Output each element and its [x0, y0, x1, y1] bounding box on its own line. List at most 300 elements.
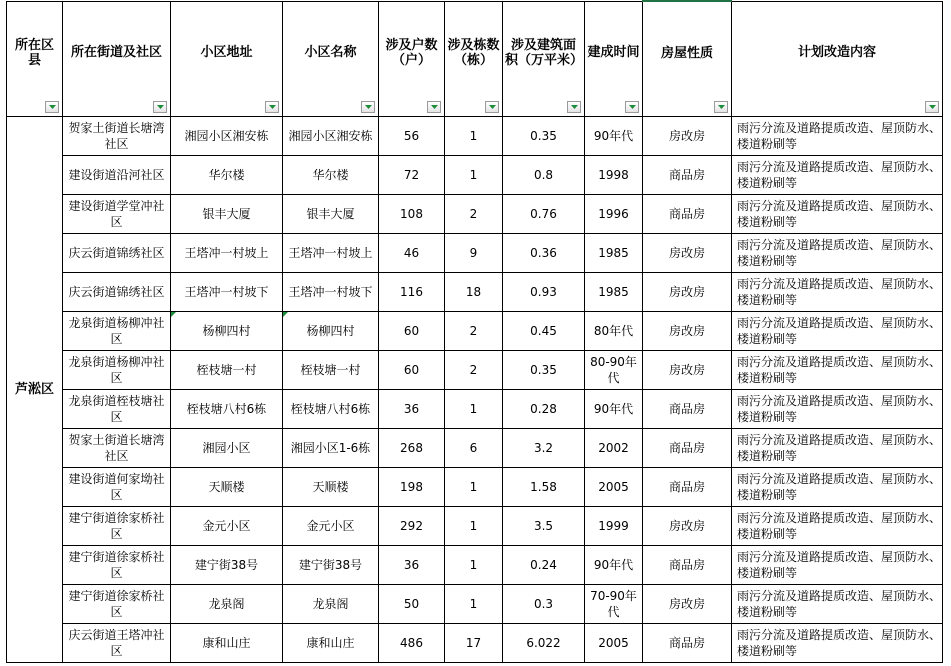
- cell-buildings[interactable]: [445, 390, 503, 429]
- table-row: [7, 507, 943, 546]
- cell-buildings[interactable]: [445, 273, 503, 312]
- cell-text: 龙泉街道杨柳冲社区: [68, 316, 165, 346]
- cell-text: 108: [400, 207, 423, 221]
- cell-text: 2005: [598, 480, 629, 494]
- filter-dropdown-icon[interactable]: [265, 101, 279, 113]
- cell-text: 60: [403, 363, 420, 377]
- table-row: [7, 546, 943, 585]
- cell-buildings[interactable]: [445, 507, 503, 546]
- cell-text: 1996: [598, 207, 629, 221]
- cell-households[interactable]: [379, 429, 445, 468]
- cell-buildings[interactable]: [445, 312, 503, 351]
- cell-address[interactable]: [171, 195, 283, 234]
- cell-households[interactable]: [379, 624, 445, 663]
- cell-plan[interactable]: [732, 468, 943, 507]
- cell-plan[interactable]: [732, 234, 943, 273]
- cell-plan[interactable]: [732, 312, 943, 351]
- cell-text: 60: [403, 324, 420, 338]
- cell-text: 王塔冲一村坡上: [288, 246, 373, 260]
- table-row: [7, 273, 943, 312]
- column-header-label: 所在区县: [14, 37, 54, 68]
- column-header-households[interactable]: [379, 1, 445, 117]
- column-header-label: 小区名称: [304, 45, 357, 61]
- cell-text: 雨污分流及道路提质改造、屋顶防水、楼道粉刷等: [737, 589, 942, 619]
- cell-marker-icon: [283, 312, 288, 317]
- cell-name[interactable]: [283, 195, 379, 234]
- cell-name[interactable]: [283, 585, 379, 624]
- cell-buildings[interactable]: [445, 351, 503, 390]
- cell-text: 雨污分流及道路提质改造、屋顶防水、楼道粉刷等: [737, 199, 942, 229]
- cell-street[interactable]: [63, 585, 171, 624]
- cell-address[interactable]: [171, 351, 283, 390]
- cell-households[interactable]: [379, 195, 445, 234]
- cell-plan[interactable]: [732, 117, 943, 156]
- cell-type[interactable]: [643, 546, 732, 585]
- cell-street[interactable]: [63, 312, 171, 351]
- cell-year[interactable]: [585, 351, 643, 390]
- cell-year[interactable]: [585, 624, 643, 663]
- cell-year[interactable]: [585, 156, 643, 195]
- cell-name[interactable]: [283, 156, 379, 195]
- cell-area[interactable]: [503, 312, 585, 351]
- cell-text: 雨污分流及道路提质改造、屋顶防水、楼道粉刷等: [737, 511, 942, 541]
- cell-text: 雨污分流及道路提质改造、屋顶防水、楼道粉刷等: [737, 160, 942, 190]
- cell-type[interactable]: [643, 468, 732, 507]
- cell-text: 王塔冲一村坡上: [184, 246, 269, 260]
- cell-households[interactable]: [379, 156, 445, 195]
- cell-text: 杨柳四村: [306, 324, 355, 338]
- cell-text: 0.35: [530, 363, 557, 377]
- cell-text: 建设街道何家坳社区: [68, 472, 165, 502]
- cell-text: 雨污分流及道路提质改造、屋顶防水、楼道粉刷等: [737, 238, 942, 268]
- cell-text: 1: [469, 129, 478, 143]
- filter-dropdown-icon[interactable]: [485, 101, 499, 113]
- cell-text: 贺家土街道长塘湾社区: [68, 433, 165, 463]
- cell-text: 桎枝塘一村: [196, 363, 257, 377]
- cell-text: 金元小区: [306, 519, 355, 533]
- cell-text: 116: [400, 285, 423, 299]
- cell-type[interactable]: [643, 390, 732, 429]
- cell-households[interactable]: [379, 351, 445, 390]
- cell-address[interactable]: [171, 468, 283, 507]
- table-row: [7, 156, 943, 195]
- cell-text: 建设街道沿河社区: [68, 168, 165, 182]
- cell-households[interactable]: [379, 585, 445, 624]
- cell-type[interactable]: [643, 507, 732, 546]
- column-header-label: 涉及建筑面积（万平米）: [505, 37, 584, 68]
- filter-dropdown-icon[interactable]: [361, 101, 375, 113]
- cell-name[interactable]: [283, 234, 379, 273]
- column-header-label: 涉及栋数（栋）: [447, 37, 500, 68]
- cell-name[interactable]: [283, 273, 379, 312]
- column-header-address[interactable]: [171, 1, 283, 117]
- table-row: [7, 117, 943, 156]
- cell-text: 房改房: [668, 285, 705, 299]
- cell-type[interactable]: [643, 429, 732, 468]
- cell-buildings[interactable]: [445, 156, 503, 195]
- cell-text: 建宁街道徐家桥社区: [68, 550, 165, 580]
- cell-text: 50: [403, 597, 420, 611]
- cell-text: 雨污分流及道路提质改造、屋顶防水、楼道粉刷等: [737, 433, 942, 463]
- cell-text: 雨污分流及道路提质改造、屋顶防水、楼道粉刷等: [737, 316, 942, 346]
- cell-text: 0.45: [530, 324, 557, 338]
- column-header-label: 建成时间: [587, 45, 640, 61]
- cell-area[interactable]: [503, 234, 585, 273]
- cell-address[interactable]: [171, 156, 283, 195]
- cell-street[interactable]: [63, 624, 171, 663]
- cell-area[interactable]: [503, 273, 585, 312]
- cell-year[interactable]: [585, 312, 643, 351]
- cell-text: 72: [403, 168, 420, 182]
- cell-text: 1: [469, 168, 478, 182]
- cell-text: 桎枝塘八村6栋: [290, 402, 371, 416]
- table-row: [7, 624, 943, 663]
- cell-text: 1: [469, 597, 478, 611]
- cell-street[interactable]: [63, 390, 171, 429]
- cell-street[interactable]: [63, 273, 171, 312]
- cell-street[interactable]: [63, 351, 171, 390]
- cell-address[interactable]: [171, 546, 283, 585]
- cell-households[interactable]: [379, 468, 445, 507]
- cell-text: 庆云街道锦绣社区: [68, 246, 165, 260]
- cell-plan[interactable]: [732, 156, 943, 195]
- cell-text: 建宁街38号: [298, 558, 363, 572]
- cell-text: 雨污分流及道路提质改造、屋顶防水、楼道粉刷等: [737, 355, 942, 385]
- cell-buildings[interactable]: [445, 195, 503, 234]
- cell-text: 建宁街38号: [194, 558, 259, 572]
- cell-type[interactable]: [643, 117, 732, 156]
- cell-year[interactable]: [585, 546, 643, 585]
- cell-text: 银丰大厦: [202, 207, 251, 221]
- cell-text: 房改房: [668, 324, 705, 338]
- cell-text: 庆云街道王塔冲社区: [68, 628, 165, 658]
- cell-households[interactable]: [379, 390, 445, 429]
- table-row: [7, 234, 943, 273]
- cell-text: 2002: [598, 441, 629, 455]
- cell-text: 1985: [598, 246, 629, 260]
- column-header-street[interactable]: [63, 1, 171, 117]
- filter-dropdown-icon[interactable]: [45, 101, 59, 113]
- cell-text: 龙泉街道桎枝塘社区: [68, 394, 165, 424]
- table-row: [7, 351, 943, 390]
- table-header: [7, 1, 943, 117]
- cell-type[interactable]: [643, 585, 732, 624]
- cell-text: 0.3: [533, 597, 554, 611]
- cell-text: 0.24: [530, 558, 557, 572]
- cell-households[interactable]: [379, 117, 445, 156]
- cell-text: 1998: [598, 168, 629, 182]
- cell-address[interactable]: [171, 429, 283, 468]
- cell-buildings[interactable]: [445, 546, 503, 585]
- cell-text: 3.5: [533, 519, 554, 533]
- cell-text: 70-90年代: [590, 589, 637, 619]
- cell-text: 6: [469, 441, 478, 455]
- cell-plan[interactable]: [732, 624, 943, 663]
- cell-households[interactable]: [379, 234, 445, 273]
- table-body: [7, 117, 943, 663]
- cell-name[interactable]: [283, 390, 379, 429]
- cell-address[interactable]: [171, 585, 283, 624]
- cell-text: 商品房: [668, 168, 705, 182]
- cell-text: 36: [403, 402, 420, 416]
- cell-plan[interactable]: [732, 585, 943, 624]
- cell-text: 46: [403, 246, 420, 260]
- cell-address[interactable]: [171, 624, 283, 663]
- cell-text: 华尔楼: [208, 168, 245, 182]
- column-header-label: 涉及户数（户）: [385, 37, 438, 68]
- cell-text: 建宁街道徐家桥社区: [68, 511, 165, 541]
- column-header-plan[interactable]: [732, 1, 943, 117]
- cell-year[interactable]: [585, 195, 643, 234]
- cell-text: 湘园小区湘安栋: [288, 129, 373, 143]
- cell-text: 1.58: [530, 480, 557, 494]
- column-header-label: 计划改造内容: [797, 45, 876, 61]
- cell-type[interactable]: [643, 234, 732, 273]
- cell-text: 0.8: [533, 168, 554, 182]
- cell-area[interactable]: [503, 624, 585, 663]
- filter-dropdown-icon[interactable]: [714, 101, 728, 113]
- filter-dropdown-icon[interactable]: [153, 101, 167, 113]
- cell-text: 0.76: [530, 207, 557, 221]
- cell-type[interactable]: [643, 156, 732, 195]
- cell-plan[interactable]: [732, 195, 943, 234]
- cell-text: 2: [469, 207, 478, 221]
- cell-text: 雨污分流及道路提质改造、屋顶防水、楼道粉刷等: [737, 394, 942, 424]
- cell-text: 90年代: [593, 558, 634, 572]
- cell-text: 0.36: [530, 246, 557, 260]
- cell-year[interactable]: [585, 234, 643, 273]
- cell-area[interactable]: [503, 546, 585, 585]
- cell-buildings[interactable]: [445, 468, 503, 507]
- cell-year[interactable]: [585, 507, 643, 546]
- cell-plan[interactable]: [732, 351, 943, 390]
- cell-households[interactable]: [379, 273, 445, 312]
- cell-text: 3.2: [533, 441, 554, 455]
- cell-area[interactable]: [503, 468, 585, 507]
- column-header-type[interactable]: [643, 1, 732, 117]
- cell-text: 0.28: [530, 402, 557, 416]
- cell-text: 雨污分流及道路提质改造、屋顶防水、楼道粉刷等: [737, 472, 942, 502]
- cell-text: 6.022: [526, 636, 561, 650]
- table-row: [7, 195, 943, 234]
- cell-text: 商品房: [668, 441, 705, 455]
- cell-marker-icon: [171, 312, 176, 317]
- cell-year[interactable]: [585, 273, 643, 312]
- cell-type[interactable]: [643, 312, 732, 351]
- cell-area[interactable]: [503, 351, 585, 390]
- cell-street[interactable]: [63, 195, 171, 234]
- cell-text: 建设街道学堂冲社区: [68, 199, 165, 229]
- cell-text: 康和山庄: [306, 636, 355, 650]
- cell-text: 商品房: [668, 207, 705, 221]
- cell-text: 龙泉街道杨柳冲社区: [68, 355, 165, 385]
- cell-text: 90年代: [593, 402, 634, 416]
- cell-text: 王塔冲一村坡下: [184, 285, 269, 299]
- column-header-label: 房屋性质: [660, 45, 713, 61]
- cell-address[interactable]: [171, 312, 283, 351]
- cell-street[interactable]: [63, 429, 171, 468]
- cell-plan[interactable]: [732, 546, 943, 585]
- cell-area[interactable]: [503, 195, 585, 234]
- cell-text: 桎枝塘一村: [300, 363, 361, 377]
- cell-street[interactable]: [63, 156, 171, 195]
- cell-year[interactable]: [585, 468, 643, 507]
- cell-street[interactable]: [63, 468, 171, 507]
- table-row: [7, 585, 943, 624]
- cell-year[interactable]: [585, 429, 643, 468]
- column-header-label: 小区地址: [200, 45, 253, 61]
- cell-text: 房改房: [668, 519, 705, 533]
- cell-text: 18: [465, 285, 482, 299]
- cell-address[interactable]: [171, 273, 283, 312]
- cell-address[interactable]: [171, 507, 283, 546]
- cell-plan[interactable]: [732, 273, 943, 312]
- cell-plan[interactable]: [732, 429, 943, 468]
- cell-text: 贺家土街道长塘湾社区: [68, 121, 165, 151]
- cell-plan[interactable]: [732, 390, 943, 429]
- cell-buildings[interactable]: [445, 429, 503, 468]
- cell-text: 房改房: [668, 246, 705, 260]
- cell-name[interactable]: [283, 624, 379, 663]
- cell-text: 雨污分流及道路提质改造、屋顶防水、楼道粉刷等: [737, 121, 942, 151]
- cell-name[interactable]: [283, 429, 379, 468]
- cell-text: 商品房: [668, 558, 705, 572]
- filter-dropdown-icon[interactable]: [427, 101, 441, 113]
- cell-households[interactable]: [379, 507, 445, 546]
- cell-households[interactable]: [379, 312, 445, 351]
- cell-name[interactable]: [283, 312, 379, 351]
- cell-text: 王塔冲一村坡下: [288, 285, 373, 299]
- cell-text: 房改房: [668, 363, 705, 377]
- column-header-district[interactable]: [7, 1, 63, 117]
- cell-text: 80年代: [593, 324, 634, 338]
- cell-text: 1985: [598, 285, 629, 299]
- cell-text: 1999: [598, 519, 629, 533]
- cell-street[interactable]: [63, 117, 171, 156]
- cell-text: 9: [469, 246, 478, 260]
- cell-text: 80-90年代: [590, 355, 637, 385]
- table-row: [7, 390, 943, 429]
- cell-text: 292: [400, 519, 423, 533]
- cell-text: 商品房: [668, 402, 705, 416]
- cell-type[interactable]: [643, 273, 732, 312]
- cell-text: 湘园小区湘安栋: [184, 129, 269, 143]
- cell-text: 雨污分流及道路提质改造、屋顶防水、楼道粉刷等: [737, 628, 942, 658]
- cell-area[interactable]: [503, 429, 585, 468]
- cell-text: 1: [469, 519, 478, 533]
- data-table: [6, 0, 943, 663]
- cell-name[interactable]: [283, 351, 379, 390]
- cell-name[interactable]: [283, 117, 379, 156]
- cell-text: 1: [469, 558, 478, 572]
- cell-text: 桎枝塘八村6栋: [186, 402, 267, 416]
- cell-text: 杨柳四村: [202, 324, 251, 338]
- cell-text: 雨污分流及道路提质改造、屋顶防水、楼道粉刷等: [737, 550, 942, 580]
- cell-address[interactable]: [171, 117, 283, 156]
- cell-street[interactable]: [63, 546, 171, 585]
- cell-text: 华尔楼: [312, 168, 349, 182]
- cell-type[interactable]: [643, 195, 732, 234]
- cell-text: 湘园小区1-6栋: [290, 441, 371, 455]
- filter-dropdown-icon[interactable]: [567, 101, 581, 113]
- cell-text: 庆云街道锦绣社区: [68, 285, 165, 299]
- cell-text: 康和山庄: [202, 636, 251, 650]
- cell-text: 天顺楼: [208, 480, 245, 494]
- cell-type[interactable]: [643, 351, 732, 390]
- cell-name[interactable]: [283, 468, 379, 507]
- cell-buildings[interactable]: [445, 234, 503, 273]
- cell-plan[interactable]: [732, 507, 943, 546]
- cell-area[interactable]: [503, 390, 585, 429]
- cell-text: 2: [469, 363, 478, 377]
- cell-year[interactable]: [585, 585, 643, 624]
- cell-text: 湘园小区: [202, 441, 251, 455]
- column-header-year[interactable]: [585, 1, 643, 117]
- district-cell[interactable]: 芦淞区: [7, 117, 63, 663]
- cell-text: 0.35: [530, 129, 557, 143]
- cell-households[interactable]: [379, 546, 445, 585]
- cell-text: 雨污分流及道路提质改造、屋顶防水、楼道粉刷等: [737, 277, 942, 307]
- cell-text: 龙泉阁: [312, 597, 349, 611]
- cell-text: 天顺楼: [312, 480, 349, 494]
- cell-year[interactable]: [585, 390, 643, 429]
- cell-text: 龙泉阁: [208, 597, 245, 611]
- cell-text: 90年代: [593, 129, 634, 143]
- cell-area[interactable]: [503, 156, 585, 195]
- cell-text: 银丰大厦: [306, 207, 355, 221]
- filter-dropdown-icon[interactable]: [925, 101, 939, 113]
- cell-street[interactable]: [63, 234, 171, 273]
- cell-area[interactable]: [503, 585, 585, 624]
- cell-text: 1: [469, 480, 478, 494]
- filter-dropdown-icon[interactable]: [625, 101, 639, 113]
- cell-text: 2005: [598, 636, 629, 650]
- cell-buildings[interactable]: [445, 117, 503, 156]
- cell-text: 0.93: [530, 285, 557, 299]
- cell-address[interactable]: [171, 234, 283, 273]
- cell-text: 商品房: [668, 480, 705, 494]
- cell-text: 2: [469, 324, 478, 338]
- table-row: [7, 468, 943, 507]
- cell-text: 建宁街道徐家桥社区: [68, 589, 165, 619]
- cell-text: 商品房: [668, 636, 705, 650]
- cell-street[interactable]: [63, 507, 171, 546]
- cell-type[interactable]: [643, 624, 732, 663]
- cell-area[interactable]: [503, 117, 585, 156]
- table-row: [7, 312, 943, 351]
- cell-name[interactable]: [283, 546, 379, 585]
- cell-buildings[interactable]: [445, 585, 503, 624]
- cell-text: 268: [400, 441, 423, 455]
- column-header-area[interactable]: [503, 1, 585, 117]
- cell-text: 房改房: [668, 597, 705, 611]
- cell-name[interactable]: [283, 507, 379, 546]
- column-header-buildings[interactable]: [445, 1, 503, 117]
- cell-text: 56: [403, 129, 420, 143]
- cell-text: 198: [400, 480, 423, 494]
- cell-text: 36: [403, 558, 420, 572]
- column-header-label: 所在街道及社区: [70, 45, 162, 61]
- cell-buildings[interactable]: [445, 624, 503, 663]
- table-row: [7, 429, 943, 468]
- cell-address[interactable]: [171, 390, 283, 429]
- cell-text: 17: [465, 636, 482, 650]
- column-header-name[interactable]: [283, 1, 379, 117]
- cell-area[interactable]: [503, 507, 585, 546]
- cell-text: 房改房: [668, 129, 705, 143]
- cell-text: 1: [469, 402, 478, 416]
- cell-year[interactable]: [585, 117, 643, 156]
